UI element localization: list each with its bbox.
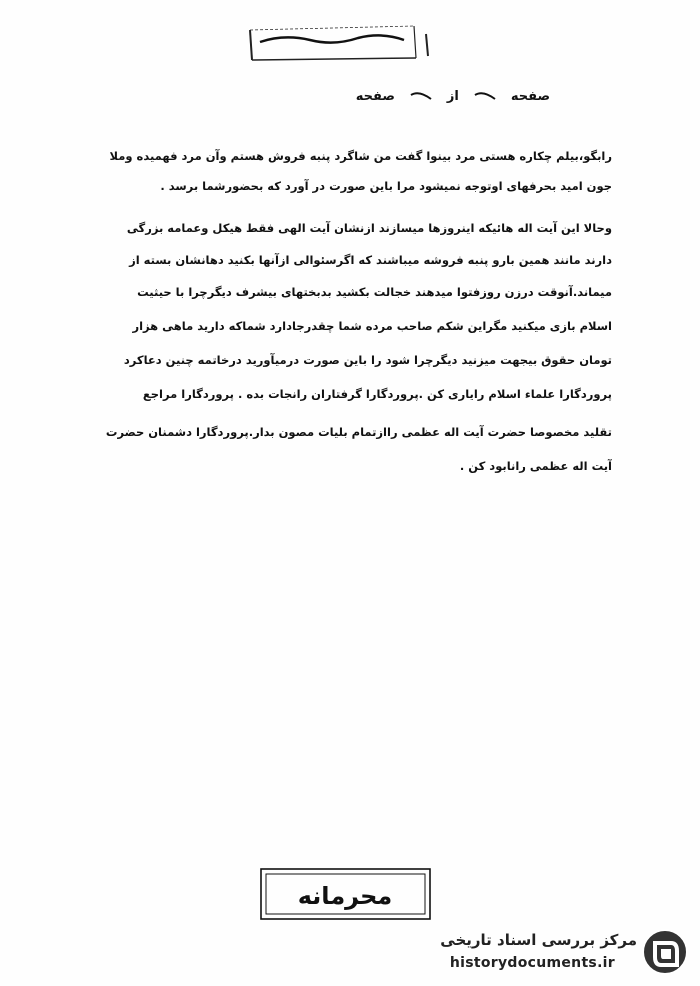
body-line: تقلید مخصوصا حضرت آیت اله عظمی راازتمام بلیات مصون بدار.پروردگارا دشمنان حضرت	[105, 425, 612, 439]
body-line: رابگو،بیلم چکاره هستی مرد بینوا گفت من شاگرد پنبه فروش هستم وآن مرد فهمیده وملا	[109, 149, 612, 163]
body-line: جون امید بحرفهای اوتوجه نمیشود مرا باین صورت در آورد که بحضورشما برسد .	[160, 179, 612, 193]
body-line: اسلام بازی میکنید مگراین شکم صاحب مرده شما چقدرجادارد شماکه دارید ماهی هزار	[132, 319, 612, 333]
body-line: آیت اله عظمی رانابود کن .	[459, 459, 612, 473]
page-number-line	[130, 84, 550, 108]
confidential-stamp	[258, 866, 433, 922]
page-label-right: صفحه	[510, 88, 550, 104]
body-line: میماند.آنوقت درزن روزفتوا میدهند خجالت بکشید بدبختهای بیشرف دیگرچرا با حیثیت	[137, 285, 612, 299]
body-line: دارند مانند همین بارو پنبه فروشه میباشند که اگرسئوالی ازآنها بکنید دهانشان بسته از	[129, 253, 612, 267]
body-line: پروردگارا علماء اسلام رایاری کن .پروردگارا گرفتاران رانجات بده . پروردگارا مراجع	[142, 387, 612, 401]
page-total-mark	[409, 91, 433, 101]
from-label: از	[446, 88, 459, 104]
archive-name: مرکز بررسی اسناد تاریخی	[440, 931, 637, 949]
body-line: وحالا این آیت اله هائیکه اینروزها میسازند ازنشان آیت الهی فقط هیکل وعمامه بزرگی	[126, 221, 612, 235]
archive-logo	[415, 925, 695, 981]
top-stamp	[244, 20, 434, 66]
archive-emblem-icon	[641, 927, 689, 977]
body-line: تومان حقوق بیجهت میزنید دیگرچرا شود را باین صورت درمیآورید درخاتمه چنین دعاکرد	[123, 353, 612, 367]
page-label-left: صفحه	[355, 88, 395, 104]
page-number-mark	[473, 91, 497, 101]
archive-url: historydocuments.ir	[449, 955, 615, 971]
confidential-stamp-text: محرمانه	[297, 882, 393, 910]
